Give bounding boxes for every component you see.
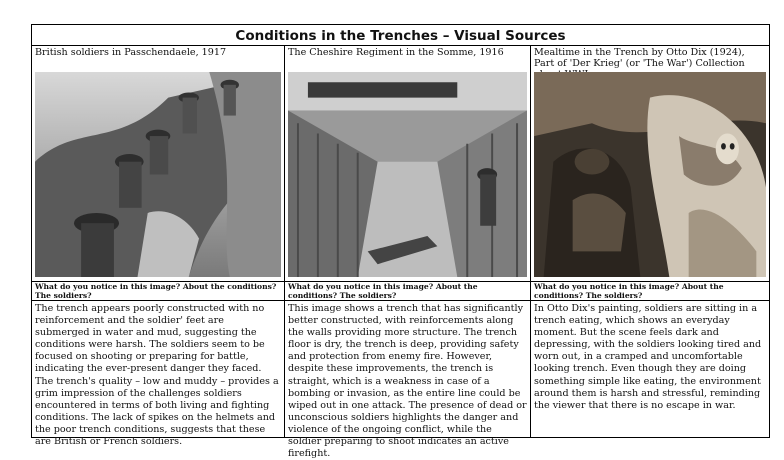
- painting-mealtime-trench: [534, 72, 766, 277]
- source-column-2: [284, 45, 530, 460]
- answer-text: This image shows a trench that has significantly better constructed, with reinforcements along the walls providing more structure. The trench floor is dry, the trench is deep, providing safety and protection from enemy fire. However, despite these improvements, the trench is straight, which is a weakness in case of a bombing or invasion, as the entire line could be wiped out in one attack. The presence of dead or unconscious soldiers highlights the danger and violence of the ongoing conflict, while the soldier preparing to shoot indicates an active firefight.: [288, 303, 527, 460]
- question-label: What do you notice in this image? About the conditions? The soldiers?: [32, 281, 284, 301]
- photo-soldiers-passchendaele: [35, 72, 281, 277]
- worksheet-table: [31, 24, 770, 460]
- source-caption: Mealtime in the Trench by Otto Dix (1924), Part of 'Der Krieg' (or 'The War') Collection: [534, 47, 745, 69]
- source-column-1: [32, 45, 284, 448]
- answer-text: In Otto Dix's painting, soldiers are sitting in a trench eating, which shows an everyday moment. But the scene feels dark and depressing, with the soldiers looking tired and worn out, in a cramped and uncomfortable looking trench. Even though they are doing something simple like eating, the environment around them is harsh and stressful, reminding the viewer that there is no escape in war.: [534, 303, 762, 411]
- source-column-3: [530, 45, 769, 437]
- photo-cheshire-trench: [288, 72, 527, 277]
- page-title: Conditions in the Trenches – Visual Sources: [235, 28, 566, 44]
- question-label: What do you notice in this image? About the conditions? The soldiers?: [285, 281, 530, 301]
- question-label: What do you notice in this image? About the conditions? The soldiers?: [531, 281, 769, 301]
- source-caption: The Cheshire Regiment in the Somme, 1916: [288, 47, 504, 58]
- title-row: [32, 25, 769, 46]
- answer-text: The trench appears poorly constructed with no reinforcement and the soldier' feet are submerged in water and mud, suggesting the conditions were harsh. The soldiers seem to be focused on shooting or preparing for battle, indicating the ever-present danger they faced. The trench's quality – low and muddy – provides a grim impression of the challenges soldiers encountered in terms of both living and fighting conditions. The lack of spikes on the helmets and the poor trench conditions, suggests that these are British or French soldiers.: [35, 303, 279, 448]
- source-caption: British soldiers in Passchendaele, 1917: [35, 47, 227, 58]
